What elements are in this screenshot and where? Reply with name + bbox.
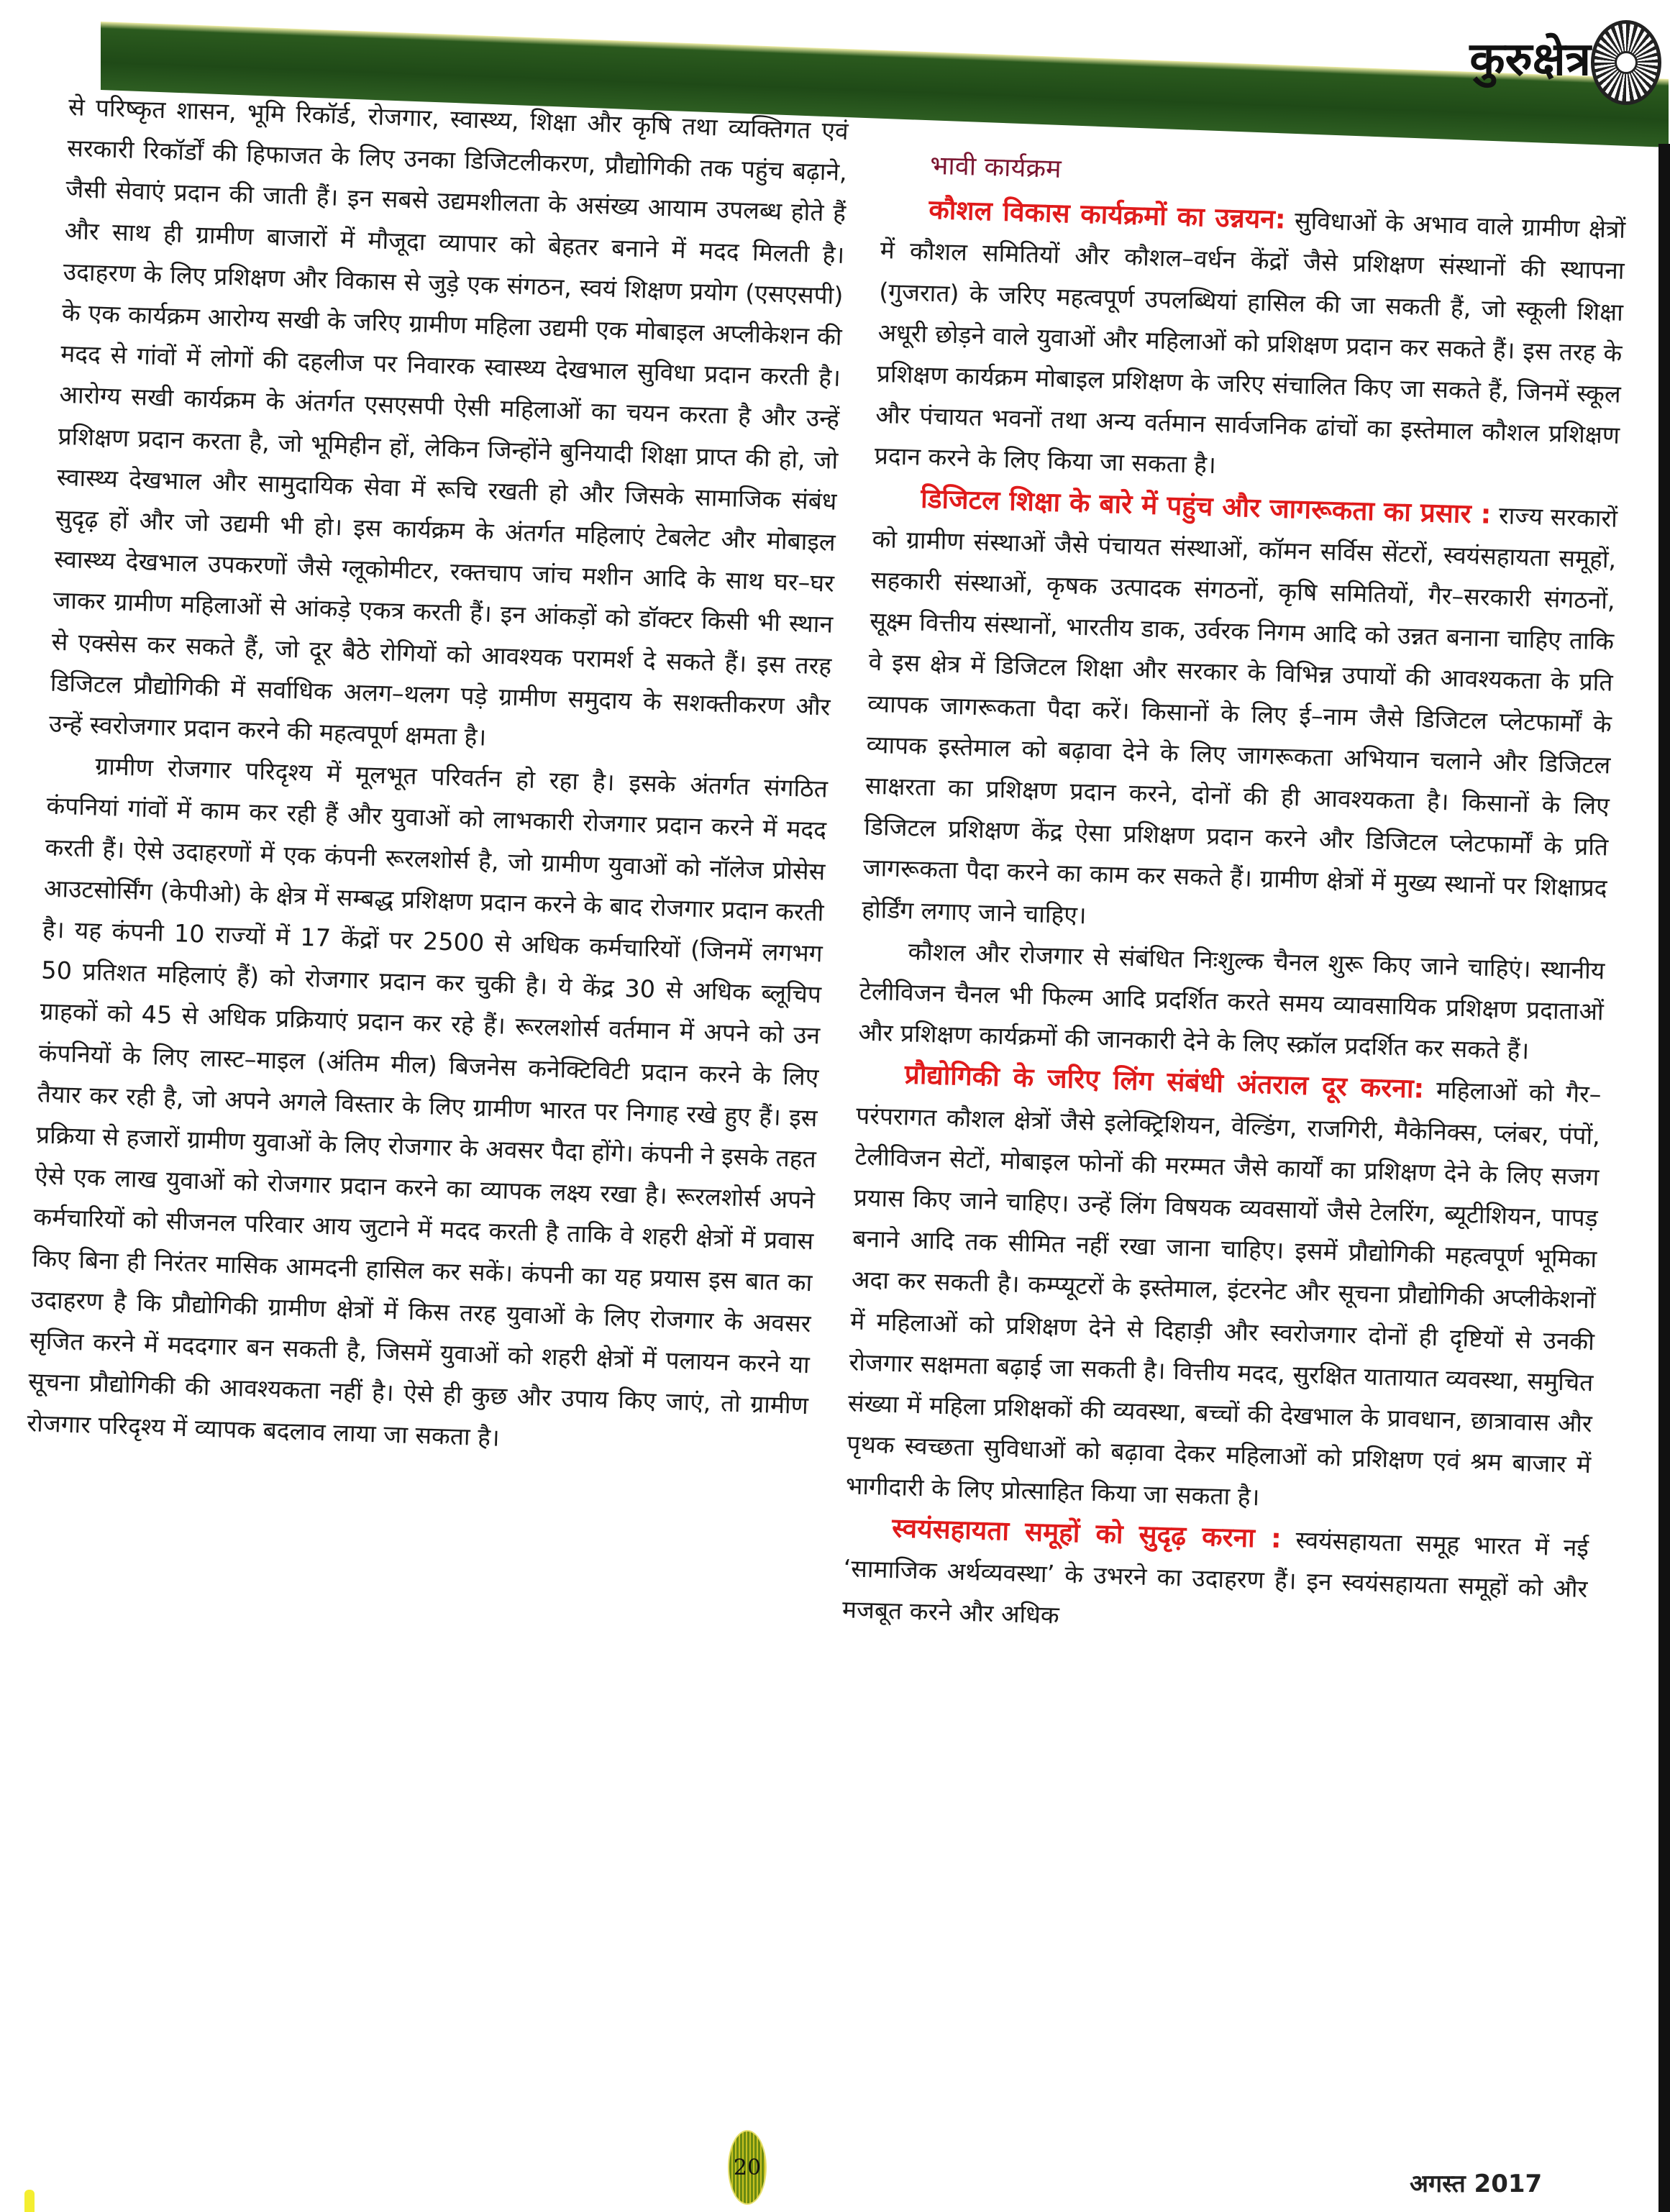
right-column <box>841 144 1627 1650</box>
body-paragraph: से परिष्कृत शासन, भूमि रिकॉर्ड, रोजगार, स्वास्थ्य, शिक्षा और कृषि तथा व्यक्तिगत एवं सरकारी रिकॉर्डों की हिफाजत के लिए उनका डिजिटलीकरण, प्रौद्योगिकी तक पहुंच बढ़ाने, जैसी सेवाएं प्रदान की जाती हैं। इन सबसे उद्यमशीलता के असंख्य आयाम उपलब्ध होते हैं और साथ ही ग्रामीण बाजारों में मौजूदा व्यापार को बेहतर बनाने में मदद मिलती है। उदाहरण के लिए प्रशिक्षण और विकास से जुड़े एक संगठन, स्वयं शिक्षण प्रयोग (एसएसपी) के एक कार्यक्रम आरोग्य सखी के जरिए ग्रामीण महिला उद्यमी एक मोबाइल अप्लीकेशन की मदद से गांवों में लोगों की दहलीज पर निवारक स्वास्थ्य देखभाल सुविधा प्रदान करती है। आरोग्य सखी कार्यक्रम के अंतर्गत एसएसपी ऐसी महिलाओं का चयन करता है और उन्हें प्रशिक्षण प्रदान करता है, जो भूमिहीन हों, लेकिन जिन्होंने बुनियादी शिक्षा प्राप्त की हो, जो स्वास्थ्य देखभाल और सामुदायिक सेवा में रूचि रखती हो और जिसके सामाजिक संबंध सुदृढ़ हों और जो उद्यमी भी हो। इस कार्यक्रम के अंतर्गत महिलाएं टेबलेट और मोबाइल स्वास्थ्य देखभाल उपकरणों जैसे ग्लूकोमीटर, रक्तचाप जांच मशीन आदि के साथ घर–घर जाकर ग्रामीण महिलाओं से आंकड़े एकत्र करती हैं। इन आंकड़ों को डॉक्टर किसी भी स्थान से एक्सेस कर सकते हैं, जो दूर बैठे रोगियों को आवश्यक परामर्श दे सकते हैं। इस तरह डिजिटल प्रौद्योगिकी में सर्वाधिक अलग–थलग पड़े ग्रामीण समुदाय के सशक्तीकरण और उन्हें स्वरोजगार प्रदान करने की महत्वपूर्ण क्षमता है। <box>48 92 849 751</box>
article-block <box>858 929 1605 1073</box>
issue-date: अगस्त 2017 <box>1410 2170 1543 2198</box>
article-block <box>841 1506 1589 1650</box>
block-text: कौशल और रोजगार से संबंधित निःशुल्क चैनल शुरू किए जाने चाहिएं। स्थानीय टेलीविजन चैनल भी फिल्म आदि प्रदर्शित करते समय व्यावसायिक प्रशिक्षण प्रदाताओं और प्रशिक्षण कार्यक्रमों की जानकारी देने के लिए स्क्रॉल प्रदर्शित कर सकते हैं। <box>857 937 1605 1065</box>
block-text: सुविधाओं के अभाव वाले ग्रामीण क्षेत्रों में कौशल समितियों और कौशल–वर्धन केंद्रों जैसे प्रशिक्षण संस्थानों की स्थापना (गुजरात) के जरिए महत्वपूर्ण उपलब्धियां हासिल की जा सकती हैं, जो स्कूली शिक्षा अधूरी छोड़ने वाले युवाओं और महिलाओं को प्रशिक्षण प्रदान कर सकते हैं। इस तरह के प्रशिक्षण कार्यक्रम मोबाइल प्रशिक्षण के जरिए संचालित किए जा सकते हैं, जिनमें स्कूल और पंचायत भवनों तथा अन्य वर्तमान सार्वजनिक ढांचों का इस्तेमाल कौशल प्रशिक्षण प्रदान करने के लिए किया जा सकता है। <box>874 206 1626 480</box>
block-heading: स्वयंसहायता समूहों को सुदृढ़ करना : <box>891 1512 1282 1554</box>
page-number: 20 <box>733 2154 762 2180</box>
yellow-mark <box>24 2190 35 2212</box>
page-edge-shadow <box>1658 144 1670 2212</box>
magazine-masthead: कुरुक्षेत्र <box>1469 32 1591 86</box>
dharma-chakra-emblem-icon <box>1591 20 1661 105</box>
article-block <box>861 476 1617 950</box>
article-block <box>845 1053 1602 1527</box>
block-text: महिलाओं को गैर–परंपरागत कौशल क्षेत्रों जैसे इलेक्ट्रिशियन, वेल्डिंग, राजगिरी, मैकेनिक्स, प्लंबर, पंपों, टेलीविजन सेटों, मोबाइल फोनों की मरम्मत जैसे कार्यों का प्रशिक्षण देने के लिए सजग प्रयास किए जाने चाहिए। उन्हें लिंग विषयक व्यवसायों जैसे टेलरिंग, ब्यूटीशियन, पापड़ बनाने आदि तक सीमित नहीं रखा जाना चाहिए। इसमें प्रौद्योगिकी महत्वपूर्ण भूमिका अदा कर सकती है। कम्प्यूटरों के इस्तेमाल, इंटरनेट और सूचना प्रौद्योगिकी अप्लीकेशनों में महिलाओं को प्रशिक्षण देने से दिहाड़ी और स्वरोजगार दोनों ही दृष्टियों से उनकी रोजगार सक्षमता बढ़ाई जा सकती है। वित्तीय मदद, सुरक्षित यातायात व्यवस्था, समुचित संख्या में महिला प्रशिक्षकों की व्यवस्था, बच्चों की देखभाल के प्रावधान, छात्रावास और पृथक स्वच्छता सुविधाओं को बढ़ावा देकर महिलाओं को प्रशिक्षण एवं श्रम बाजार में भागीदारी के लिए प्रोत्साहित किया जा सकता है। <box>845 1075 1602 1511</box>
block-text: राज्य सरकारों को ग्रामीण संस्थाओं जैसे पंचायत संस्थाओं, कॉमन सर्विस सेंटरों, स्वयंसहायता समूहों, सहकारी संस्थाओं, कृषक उत्पादक संगठनों, कृषि समितियों, गैर–सरकारी संगठनों, सूक्ष्म वित्तीय संस्थानों, भारतीय डाक, उर्वरक निगम आदि को उन्नत बनाना चाहिए ताकि वे इस क्षेत्र में डिजिटल शिक्षा और सरकार के विभिन्न उपायों की आवश्यकता के प्रति व्यापक जागरूकता पैदा करें। किसानों के लिए ई–नाम जैसे डिजिटल प्लेटफार्मों के व्यापक इस्तेमाल को बढ़ावा देने के लिए जागरूकता अभियान चलाने और डिजिटल साक्षरता का प्रशिक्षण प्रदान करने, दोनों की ही आवश्यकता है। किसानों के लिए डिजिटल प्रशिक्षण केंद्र ऐसा प्रशिक्षण प्रदान करने और डिजिटल प्लेटफार्मों के प्रति जागरूकता पैदा करने का काम कर सकते हैं। ग्रामीण क्षेत्रों में मुख्य स्थानों पर शिक्षाप्रद होर्डिंग लगाए जाने चाहिए। <box>861 501 1618 929</box>
page-number-badge <box>728 2130 767 2205</box>
body-paragraph: ग्रामीण रोजगार परिदृश्य में मूलभूत परिवर्तन हो रहा है। इसके अंतर्गत संगठित कंपनियां गांवों में काम कर रही हैं और युवाओं को लाभकारी रोजगार प्रदान करने में मदद करती हैं। ऐसे उदाहरणों में एक कंपनी रूरलशोर्स है, जो ग्रामीण युवाओं को नॉलेज प्रोसेस आउटसोर्सिंग (केपीओ) के क्षेत्र में सम्बद्ध प्रशिक्षण प्रदान करने के बाद रोजगार प्रदान करती है। यह कंपनी 10 राज्यों में 17 केंद्रों पर 2500 से अधिक कर्मचारियों (जिनमें लगभग 50 प्रतिशत महिलाएं हैं) को रोजगार प्रदान कर चुकी है। ये केंद्र 30 से अधिक ब्लूचिप ग्राहकों को 45 से अधिक प्रक्रियाएं प्रदान कर रहे हैं। रूरलशोर्स वर्तमान में अपने को उन कंपनियों के लिए लास्ट–माइल (अंतिम मील) बिजनेस कनेक्टिविटी प्रदान करने के लिए तैयार कर रही है, जो अपने अगले विस्तार के लिए ग्रामीण भारत पर निगाह रखे हुए हैं। इस प्रक्रिया से हजारों ग्रामीण युवाओं के लिए रोजगार के अवसर पैदा होंगे। कंपनी ने इसके तहत ऐसे एक लाख युवाओं को रोजगार प्रदान करने का व्यापक लक्ष्य रखा है। रूरलशोर्स अपने कर्मचारियों को सीजनल परिवार आय जुटाने में मदद करती है ताकि वे शहरी क्षेत्रों में प्रवास किए बिना ही निरंतर मासिक आमदनी हासिल कर सकें। कंपनी का यह प्रयास इस बात का उदाहरण है कि प्रौद्योगिकी ग्रामीण क्षेत्रों में किस तरह युवाओं के लिए रोजगार के अवसर सृजित करने में मददगार बन सकती है, जिसमें युवाओं को शहरी क्षेत्रों में पलायन करने या सूचना प्रौद्योगिकी की आवश्यकता नहीं है। ऐसे ही कुछ और उपाय किए जाएं, तो ग्रामीण रोजगार परिदृश्य में व्यापक बदलाव लाया जा सकता है। <box>26 751 829 1452</box>
block-heading: डिजिटल शिक्षा के बारे में पहुंच और जागरूकता का प्रसार : <box>920 483 1492 530</box>
left-column <box>27 86 849 1468</box>
block-heading: कौशल विकास कार्यक्रमों का उन्नयन: <box>928 194 1287 235</box>
article-block <box>874 188 1626 497</box>
block-text: स्वयंसहायता समूह भारत में नई ‘सामाजिक अर्थव्यवस्था’ के उभरने का उदाहरण हैं। इन स्वयंसहायता समूहों को और मजबूत करने और अधिक <box>841 1525 1589 1630</box>
section-title: भावी कार्यक्रम <box>929 150 1062 184</box>
block-heading: प्रौद्योगिकी के जरिए लिंग संबंधी अंतराल दूर करना: <box>904 1059 1425 1105</box>
